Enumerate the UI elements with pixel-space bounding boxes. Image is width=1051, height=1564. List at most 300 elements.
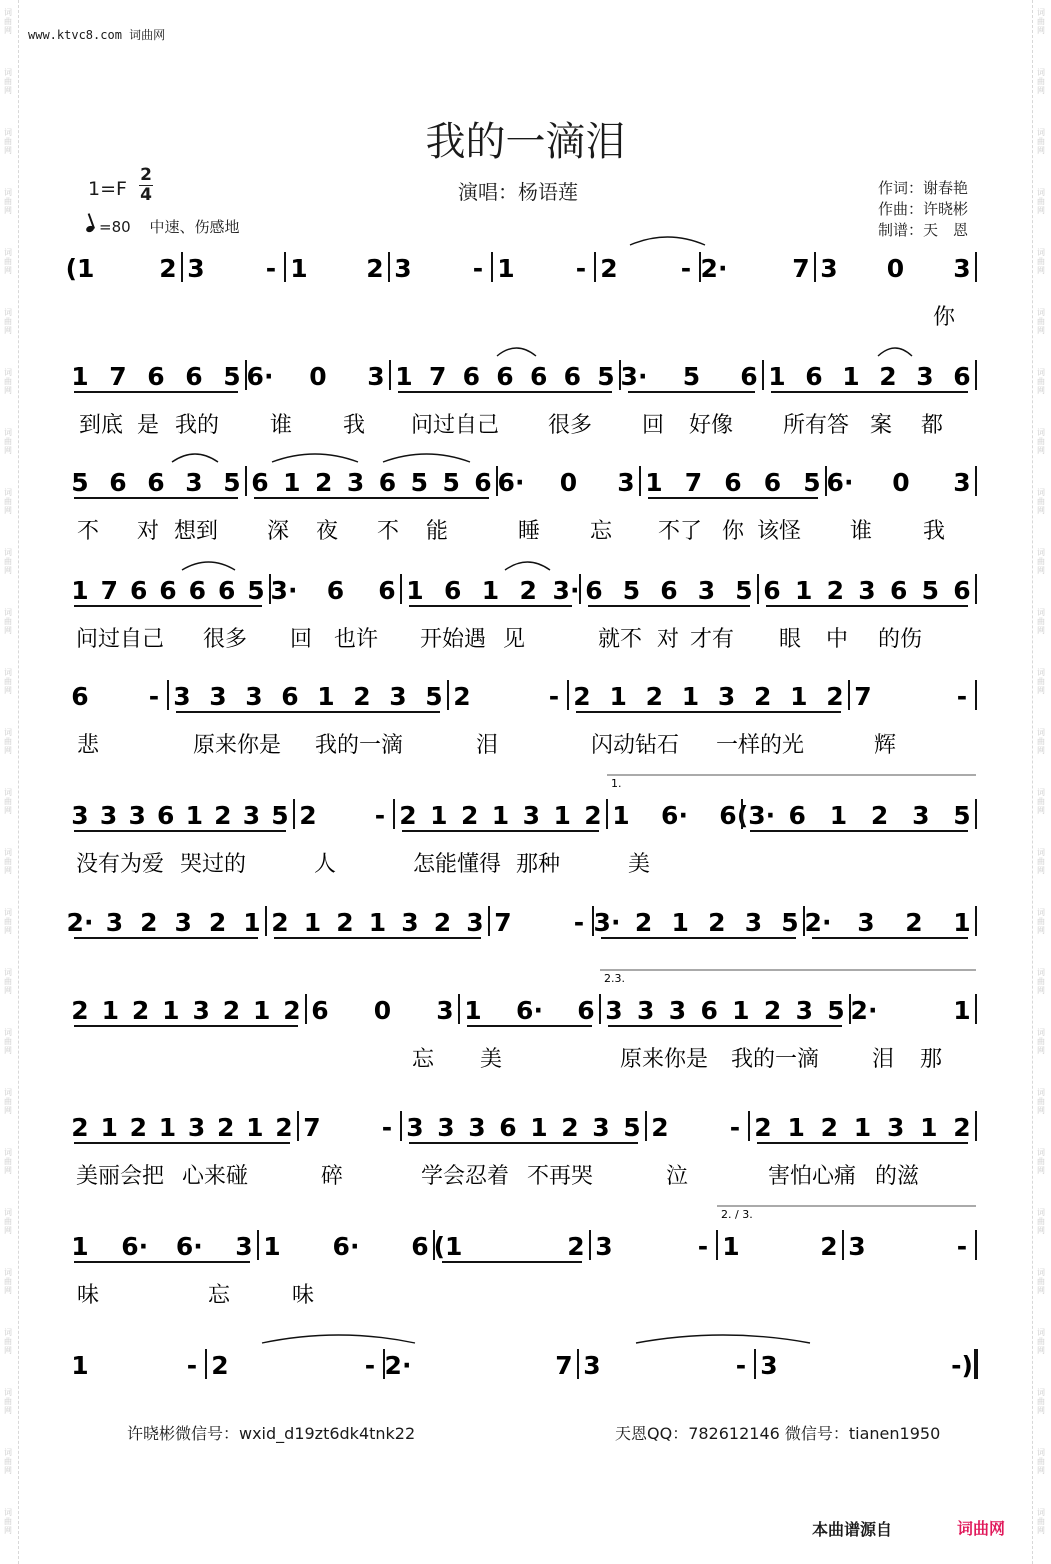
lyric-text: 泪 [872, 1047, 895, 1072]
jianpu-note: 3 [389, 682, 407, 711]
jianpu-note: 6 [217, 576, 236, 605]
lyric-text: 才有 [690, 627, 735, 652]
jianpu-note: 6 [724, 468, 742, 497]
lyric-text: 中 [826, 627, 849, 652]
watermark-mark: 词 曲 网 [4, 668, 12, 695]
jianpu-note: - [381, 1113, 393, 1142]
lyric-text: 到底 [79, 413, 124, 438]
jianpu-note: 3 [583, 1351, 601, 1380]
jianpu-note: 1 [71, 1232, 89, 1261]
jianpu-note: - [186, 1351, 198, 1380]
jianpu-note: - [729, 1113, 741, 1142]
watermark-mark: 词 曲 网 [1037, 308, 1045, 335]
jianpu-note: 3 [401, 908, 419, 937]
jianpu-note: 2 [905, 908, 923, 937]
lyric-text: 怎能懂得 [413, 852, 502, 877]
jianpu-note: 2 [763, 996, 782, 1025]
jianpu-note: 3 [916, 362, 934, 391]
watermark-mark: 词 曲 网 [1037, 1148, 1045, 1175]
lyric-text: 深 [267, 519, 290, 544]
lyric-text: 我的一滴 [315, 733, 404, 758]
jianpu-note: 5 [623, 1113, 641, 1142]
watermark-mark: 词 曲 网 [1037, 548, 1045, 575]
jianpu-note: 2 [159, 254, 177, 283]
arranger-credit: 制谱：天 恩 [878, 221, 969, 239]
jianpu-note: 3 [886, 1113, 905, 1142]
lyric-text: 眼 [779, 627, 802, 652]
jianpu-note: 1 [71, 362, 89, 391]
jianpu-note: 6 [529, 362, 548, 391]
site-name: 词曲网 [129, 28, 166, 42]
jianpu-note: 2 [214, 801, 232, 830]
lyric-text: 很多 [203, 627, 248, 652]
jianpu-note: 2 [826, 682, 844, 711]
lyric-text: 开始遇 [420, 627, 487, 652]
watermark-mark: 词 曲 网 [4, 1208, 12, 1235]
jianpu-note: 5 [425, 682, 443, 711]
jianpu-note: - [575, 254, 587, 283]
watermark-mark: 词 曲 网 [4, 308, 12, 335]
jianpu-note: 0 [309, 362, 327, 391]
jianpu-note: 6· [121, 1232, 149, 1261]
jianpu-note: 2 [211, 1351, 229, 1380]
jianpu-note: 7 [555, 1351, 573, 1380]
jianpu-note: 6 [719, 801, 737, 830]
jianpu-note: 6 [185, 362, 203, 391]
jianpu-note: 6 [157, 801, 175, 830]
jianpu-note: 1 [185, 801, 203, 830]
jianpu-note: 6 [585, 576, 603, 605]
lyric-text: 所有答 [783, 413, 850, 438]
jianpu-note: 3 [209, 682, 227, 711]
jianpu-note: 6 [577, 996, 595, 1025]
watermark-mark: 词 曲 网 [4, 728, 12, 755]
jianpu-note: 7 [428, 362, 447, 391]
jianpu-note: - [374, 801, 386, 830]
jianpu-note: 3 [697, 576, 716, 605]
slur-arc [878, 348, 912, 356]
jianpu-note: 1 [406, 576, 424, 605]
jianpu-note: 1 [368, 908, 387, 937]
lyric-text: 谁 [850, 519, 873, 544]
jianpu-note: 1 [158, 1113, 177, 1142]
jianpu-note: 6 [660, 576, 678, 605]
watermark-mark: 词 曲 网 [1037, 1208, 1045, 1235]
lyric-text: 见 [503, 627, 526, 652]
jianpu-note: 5 [921, 576, 940, 605]
slur-arc [630, 237, 705, 245]
jianpu-note: 1 [101, 996, 119, 1025]
jianpu-note: -) [951, 1351, 973, 1380]
jianpu-note: 5 [223, 468, 241, 497]
jianpu-note: 3 [857, 908, 875, 937]
watermark-mark: 词 曲 网 [4, 968, 12, 995]
jianpu-note: 5 [247, 576, 265, 605]
jianpu-note: - [956, 1232, 968, 1261]
jianpu-note: 3 [953, 468, 971, 497]
lyric-text: 不再哭 [527, 1164, 594, 1189]
lyric-text: 回 [642, 413, 665, 438]
jianpu-note: 2 [222, 996, 241, 1025]
lyric-text: 害怕心痛 [768, 1164, 857, 1189]
watermark-mark: 词 曲 网 [1037, 1328, 1045, 1355]
jianpu-note: - [148, 682, 160, 711]
jianpu-note: 3 [174, 908, 192, 937]
jianpu-note: 2· [384, 1351, 412, 1380]
lyric-text: 泣 [666, 1164, 689, 1189]
slur-arc [262, 1335, 415, 1343]
watermark-mark: 词 曲 网 [1037, 488, 1045, 515]
lyric-text: 我的 [175, 413, 220, 438]
jianpu-note: 1 [290, 254, 308, 283]
watermark-mark: 词 曲 网 [1037, 728, 1045, 755]
lyric-text: 那 [920, 1047, 943, 1072]
jianpu-note: 2 [129, 1113, 147, 1142]
watermark-mark: 词 曲 网 [4, 788, 12, 815]
watermark-mark: 词 曲 网 [1037, 188, 1045, 215]
watermark-mark: 词 曲 网 [1037, 68, 1045, 95]
jianpu-note: 3 [173, 682, 191, 711]
jianpu-note: 6 [411, 1232, 429, 1261]
jianpu-note: 6 [147, 362, 165, 391]
lyric-text: 我 [343, 413, 366, 438]
lyric-text: 忘 [412, 1047, 435, 1072]
jianpu-note: 2 [275, 1113, 293, 1142]
jianpu-note: 5 [442, 468, 460, 497]
lyric-text: 好像 [689, 413, 734, 438]
jianpu-note: 6 [109, 468, 127, 497]
jianpu-note: 3 [637, 996, 655, 1025]
slur-arc [272, 454, 358, 462]
watermark-mark: 词 曲 网 [1037, 368, 1045, 395]
slur-arc [505, 562, 550, 570]
jianpu-note: 1 [303, 908, 322, 937]
jianpu-note: 1 [722, 1232, 740, 1261]
jianpu-note: 3 [128, 801, 146, 830]
lyric-text: 想到 [174, 519, 219, 544]
jianpu-note: 3 [406, 1113, 424, 1142]
watermark-mark: 词 曲 网 [4, 488, 12, 515]
tempo-bpm: =80 [99, 218, 131, 236]
lyric-text: 是 [137, 413, 160, 438]
song-title: 我的一滴泪 [425, 119, 626, 165]
watermark-mark: 词 曲 网 [1037, 608, 1045, 635]
jianpu-note: 6 [496, 362, 514, 391]
jianpu-note: 1 [609, 682, 627, 711]
jianpu-note: 7 [792, 254, 810, 283]
watermark-mark: 词 曲 网 [1037, 968, 1045, 995]
jianpu-note: 2 [567, 1232, 585, 1261]
jianpu-note: 1 [71, 576, 89, 605]
jianpu-note: 1 [497, 254, 515, 283]
jianpu-note: 6· [332, 1232, 360, 1261]
jianpu-note: 2 [584, 801, 602, 830]
lyric-text: 该怪 [757, 519, 802, 544]
jianpu-note: 3 [744, 908, 763, 937]
jianpu-note: 3 [437, 1113, 455, 1142]
lyric-text: 我的一滴 [731, 1047, 820, 1072]
lyric-text: 夜 [316, 519, 339, 544]
jianpu-note: 6 [311, 996, 329, 1025]
jianpu-note: 2 [208, 908, 227, 937]
jianpu-note: 1 [481, 576, 500, 605]
lyric-text: 忘 [208, 1283, 231, 1308]
jianpu-note: 6 [700, 996, 718, 1025]
watermark-mark: 词 曲 网 [1037, 668, 1045, 695]
jianpu-note: 1 [953, 996, 971, 1025]
jianpu-note: 3 [185, 468, 203, 497]
watermark-mark: 词 曲 网 [4, 248, 12, 275]
tempo-expression: 中速、伤感地 [149, 218, 240, 236]
jianpu-note: 7 [303, 1113, 321, 1142]
jianpu-note: 1 [681, 682, 700, 711]
jianpu-note: 2 [299, 801, 317, 830]
lyric-text: 不 [77, 519, 100, 544]
lyric-text: 很多 [548, 413, 593, 438]
jianpu-note: 3 [466, 908, 484, 937]
jianpu-note: 3 [605, 996, 623, 1025]
jianpu-note: 6 [462, 362, 481, 391]
lyric-text: 碎 [321, 1164, 344, 1189]
jianpu-note: 1 [553, 801, 571, 830]
jianpu-note: (3· [736, 801, 776, 830]
jianpu-note: 3 [235, 1232, 253, 1261]
jianpu-note: - [956, 682, 968, 711]
jianpu-note: 2 [754, 682, 772, 711]
lyric-text: 美 [480, 1047, 503, 1072]
jianpu-note: 5 [71, 468, 89, 497]
jianpu-note: 1 [246, 1113, 264, 1142]
watermark-mark: 词 曲 网 [4, 1508, 12, 1535]
watermark-mark: 词 曲 网 [4, 1388, 12, 1415]
jianpu-note: 6 [805, 362, 823, 391]
jianpu-note: 3 [99, 801, 118, 830]
lyric-text: 辉 [874, 733, 897, 758]
jianpu-note: 6· [175, 1232, 203, 1261]
jianpu-note: 2 [336, 908, 354, 937]
jianpu-note: 6 [71, 682, 89, 711]
jianpu-note: 2 [870, 801, 889, 830]
lyric-text: 忘 [590, 519, 613, 544]
jianpu-note: 6 [953, 362, 971, 391]
lyric-text: 一样的光 [716, 733, 805, 758]
lyric-text: 问过自己 [411, 413, 500, 438]
jianpu-note: 3 [192, 996, 210, 1025]
jianpu-note: 3 [436, 996, 454, 1025]
jianpu-note: 2 [453, 682, 471, 711]
watermark-mark: 词 曲 网 [4, 1268, 12, 1295]
lyric-text: 悲 [77, 733, 100, 758]
jianpu-note: - [548, 682, 560, 711]
slur-arc [182, 562, 235, 570]
jianpu-note: 2 [71, 996, 89, 1025]
jianpu-note: 1 [283, 468, 301, 497]
jianpu-note: 6 [563, 362, 582, 391]
watermark-mark: 词 曲 网 [1037, 248, 1045, 275]
lyric-text: 也许 [334, 627, 379, 652]
lyric-text: 都 [921, 413, 944, 438]
jianpu-note: 6· [497, 468, 525, 497]
volta-label: 1. [611, 777, 622, 790]
jianpu-note: 1 [768, 362, 786, 391]
jianpu-note: - [265, 254, 277, 283]
lyric-text: 原来你是 [620, 1047, 709, 1072]
lyric-text: 对 [137, 519, 160, 544]
jianpu-note: 6 [953, 576, 971, 605]
jianpu-note: 2 [353, 682, 371, 711]
jianpu-note: 6 [444, 576, 462, 605]
lyric-text: 美丽会把 [76, 1164, 165, 1189]
jianpu-note: 2 [131, 996, 150, 1025]
jianpu-note: 2 [953, 1113, 971, 1142]
jianpu-note: 2· [850, 996, 878, 1025]
lyric-text: 味 [77, 1283, 100, 1308]
jianpu-note: 6 [889, 576, 908, 605]
jianpu-note: 7 [494, 908, 512, 937]
jianpu-note: 3· [620, 362, 648, 391]
jianpu-note: 2 [519, 576, 537, 605]
volta-label: 2. / 3. [721, 1208, 753, 1221]
jianpu-note: 6 [281, 682, 299, 711]
brand-logo[interactable]: 词曲网 [957, 1519, 1006, 1538]
jianpu-note: 1 [491, 801, 510, 830]
jianpu-note: 2 [820, 1113, 839, 1142]
jianpu-note: 3 [394, 254, 412, 283]
jianpu-note: 3 [592, 1113, 610, 1142]
jianpu-note: 1 [671, 908, 689, 937]
jianpu-note: 2· [700, 254, 728, 283]
jianpu-note: 1 [790, 682, 808, 711]
lyric-text: 的伤 [878, 627, 923, 652]
jianpu-note: 2 [573, 682, 591, 711]
watermark-mark: 词 曲 网 [1037, 8, 1045, 35]
watermark-mark: 词 曲 网 [1037, 908, 1045, 935]
lyric-text: 哭过的 [180, 852, 247, 877]
watermark-mark: 词 曲 网 [1037, 1088, 1045, 1115]
jianpu-note: 7 [854, 682, 872, 711]
jianpu-note: (1 [65, 254, 95, 283]
lyric-text: 谁 [270, 413, 293, 438]
jianpu-note: 3 [468, 1113, 486, 1142]
jianpu-note: 1 [829, 801, 848, 830]
jianpu-note: 2 [140, 908, 158, 937]
jianpu-note: 0 [886, 254, 905, 283]
watermark-mark: 词 曲 网 [1037, 128, 1045, 155]
jianpu-note: 2 [271, 908, 289, 937]
lyric-text: 人 [314, 852, 337, 877]
jianpu-note: 1 [430, 801, 448, 830]
jianpu-note: 3 [367, 362, 385, 391]
watermark-mark: 词 曲 网 [1037, 1268, 1045, 1295]
jianpu-note: 3 [717, 682, 736, 711]
jianpu-note: 6 [188, 576, 207, 605]
jianpu-note: 2 [600, 254, 618, 283]
lyric-text: 不了 [658, 519, 703, 544]
jianpu-note: 2 [826, 576, 845, 605]
jianpu-note: 1 [953, 908, 971, 937]
jianpu-note: 6 [499, 1113, 517, 1142]
jianpu-note: 3 [187, 254, 205, 283]
jianpu-note: 1 [842, 362, 860, 391]
jianpu-note: 6 [788, 801, 806, 830]
watermark-mark: 词 曲 网 [4, 548, 12, 575]
jianpu-note: 1 [530, 1113, 548, 1142]
jianpu-note: 1 [253, 996, 271, 1025]
jianpu-note: 2 [645, 682, 663, 711]
lyric-text: 案 [870, 413, 893, 438]
key-signature: 1=F [88, 178, 127, 200]
lyric-text: 那种 [516, 852, 561, 877]
jianpu-note: 2 [283, 996, 301, 1025]
jianpu-note: 1 [464, 996, 482, 1025]
jianpu-note: 2 [433, 908, 452, 937]
singer-credit: 演唱：杨语莲 [458, 180, 578, 204]
jianpu-note: 2 [561, 1113, 579, 1142]
jianpu-note: 0 [892, 468, 910, 497]
jianpu-note: 5 [271, 801, 289, 830]
lyric-text: 回 [290, 627, 313, 652]
watermark-mark: 词 曲 网 [4, 1148, 12, 1175]
lyric-text: 心来碰 [182, 1164, 249, 1189]
jianpu-note: 1 [71, 1351, 89, 1380]
time-sig-top: 2 [140, 165, 152, 185]
jianpu-note: 6· [661, 801, 688, 830]
jianpu-note: 6 [251, 468, 269, 497]
lyric-text: 能 [426, 519, 449, 544]
lyric-text: 学会忍着 [421, 1164, 510, 1189]
jianpu-note: (1 [433, 1232, 463, 1261]
watermark-mark: 词 曲 网 [4, 1448, 12, 1475]
jianpu-note: 1 [100, 1113, 118, 1142]
jianpu-note: 2 [399, 801, 417, 830]
jianpu-note: 5 [781, 908, 799, 937]
slur-arc [172, 454, 218, 462]
watermark-mark: 词 曲 网 [1037, 1028, 1045, 1055]
watermark-mark: 词 曲 网 [4, 908, 12, 935]
jianpu-note: 3 [848, 1232, 866, 1261]
slur-arc [383, 454, 470, 462]
jianpu-note: 7 [100, 576, 119, 605]
lyric-text: 你 [722, 519, 745, 544]
lyric-text: 味 [292, 1283, 315, 1308]
jianpu-note: 3 [858, 576, 876, 605]
jianpu-note: 6 [147, 468, 165, 497]
jianpu-note: 0 [559, 468, 578, 497]
lyricist-credit: 作词：谢春艳 [878, 179, 969, 197]
jianpu-note: 6 [763, 576, 781, 605]
lyric-text: 原来你是 [193, 733, 282, 758]
jianpu-note: 5 [622, 576, 641, 605]
jianpu-note: 1 [263, 1232, 281, 1261]
jianpu-note: 3 [242, 801, 261, 830]
jianpu-note: 5 [410, 468, 428, 497]
jianpu-note: 2· [66, 908, 94, 937]
composer-credit: 作曲：许晓彬 [878, 200, 969, 218]
jianpu-note: 1 [920, 1113, 938, 1142]
jianpu-note: 7 [684, 468, 703, 497]
jianpu-note: - [697, 1232, 709, 1261]
source-label: 本曲谱源自 [812, 1520, 893, 1539]
jianpu-note: 5 [827, 996, 845, 1025]
lyric-text: 美 [628, 852, 651, 877]
jianpu-note: 3 [105, 908, 124, 937]
volta-label: 2.3. [604, 972, 625, 985]
jianpu-note: 1 [853, 1113, 872, 1142]
jianpu-note: 3 [346, 468, 365, 497]
footer-right-contact: 天恩QQ：782612146 微信号：tianen1950 [615, 1424, 941, 1443]
lyric-text: 问过自己 [76, 627, 165, 652]
watermark-mark: 词 曲 网 [1037, 848, 1045, 875]
